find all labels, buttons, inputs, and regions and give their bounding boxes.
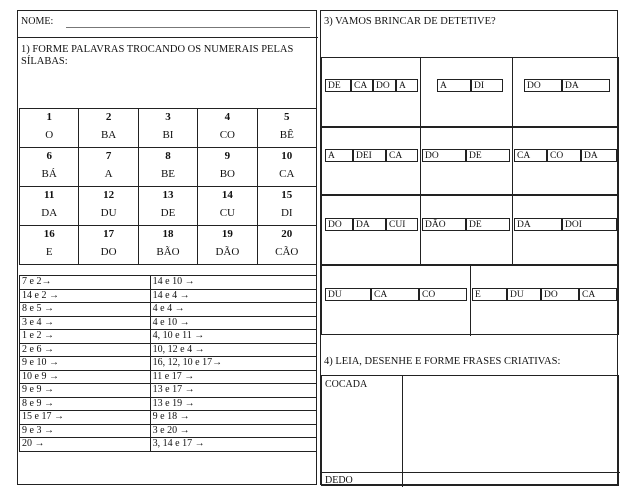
exercise-row <box>20 424 317 438</box>
chip: DO <box>524 79 562 92</box>
syllable-text: BÁ <box>41 168 57 180</box>
syllable-cell <box>138 109 197 148</box>
exercise-row <box>20 289 317 303</box>
exercise-cell[interactable]: 10, 12 e 4 → <box>150 343 316 357</box>
exercise-row <box>20 370 317 384</box>
exercise-cell[interactable]: 13 e 19 → <box>150 397 316 411</box>
exercise-cell[interactable]: 16, 12, 10 e 17→ <box>150 357 316 371</box>
syllable-text: O <box>45 129 54 141</box>
task4-instruction: 4) LEIA, DESENHE E FORME FRASES CRIATIVAS: <box>324 356 561 367</box>
syllable-cell <box>20 109 79 148</box>
exercise-cell[interactable]: 7 e 2→ <box>20 276 151 290</box>
syllable-number: 6 <box>46 150 52 162</box>
exercise-cell[interactable]: 2 e 6 → <box>20 343 151 357</box>
detective-row-3 <box>321 195 619 265</box>
chip: CO <box>419 288 467 301</box>
syllable-cell <box>79 226 138 265</box>
chip: DU <box>507 288 541 301</box>
chip: DI <box>471 79 503 92</box>
syllable-text: CU <box>219 207 235 219</box>
syllable-row <box>20 187 317 226</box>
chip: CA <box>351 79 373 92</box>
syllable-number: 12 <box>103 189 115 201</box>
syllable-cell <box>257 226 316 265</box>
chip: DA <box>514 218 562 231</box>
syllable-number: 4 <box>224 111 231 123</box>
syllable-number: 16 <box>43 228 55 240</box>
chip: CUI <box>386 218 418 231</box>
chip: DOI <box>562 218 617 231</box>
syllable-number: 15 <box>281 189 293 201</box>
syllable-text: BI <box>162 129 174 141</box>
syllable-cell <box>79 109 138 148</box>
chip: DA <box>562 79 610 92</box>
name-field[interactable] <box>66 27 310 28</box>
chip: A <box>437 79 471 92</box>
syllable-text: DO <box>100 246 117 258</box>
drawing-area <box>321 375 619 486</box>
syllable-text: DI <box>280 207 293 219</box>
syllable-number: 8 <box>165 150 171 162</box>
exercise-cell[interactable]: 14 e 2 → <box>20 289 151 303</box>
syllable-cell <box>257 187 316 226</box>
chip: CA <box>514 149 547 162</box>
exercise-row <box>20 438 317 452</box>
syllable-text: BÊ <box>279 129 294 141</box>
syllable-cell <box>257 109 316 148</box>
exercise-cell[interactable]: 3, 14 e 17 → <box>150 438 316 452</box>
syllable-number: 14 <box>221 189 233 201</box>
chip: DO <box>541 288 579 301</box>
name-row <box>18 11 318 38</box>
exercise-row <box>20 384 317 398</box>
chip: A <box>396 79 418 92</box>
syllable-number: 3 <box>165 111 171 123</box>
syllable-text: BÃO <box>156 246 180 258</box>
exercise-row <box>20 303 317 317</box>
exercise-cell[interactable]: 9 e 3 → <box>20 424 151 438</box>
exercise-cell[interactable]: 14 e 10 → <box>150 276 316 290</box>
syllable-text: A <box>104 168 113 180</box>
exercise-cell[interactable]: 10 e 9 → <box>20 370 151 384</box>
exercise-cell[interactable]: 3 e 4 → <box>20 316 151 330</box>
exercise-row <box>20 397 317 411</box>
chip: A <box>325 149 353 162</box>
syllable-text: BE <box>160 168 175 180</box>
syllable-cell <box>79 187 138 226</box>
chip: CA <box>371 288 419 301</box>
syllable-text: E <box>45 246 53 258</box>
syllable-text: DÃO <box>215 246 240 258</box>
syllable-number: 7 <box>105 150 112 162</box>
exercise-cell[interactable]: 13 e 17 → <box>150 384 316 398</box>
syllable-text: DU <box>100 207 117 219</box>
exercise-cell[interactable]: 4, 10 e 11 → <box>150 330 316 344</box>
exercise-row <box>20 330 317 344</box>
exercise-row <box>20 411 317 425</box>
syllable-number: 18 <box>162 228 174 240</box>
exercise-cell[interactable]: 14 e 4 → <box>150 289 316 303</box>
chip: CA <box>579 288 617 301</box>
exercise-cell[interactable]: 1 e 2 → <box>20 330 151 344</box>
syllable-number: 9 <box>224 150 231 162</box>
syllable-number: 10 <box>281 150 293 162</box>
exercise-cell[interactable]: 9 e 18 → <box>150 411 316 425</box>
chip: DA <box>353 218 386 231</box>
syllable-cell <box>20 187 79 226</box>
exercise-cell[interactable]: 8 e 9 → <box>20 397 151 411</box>
task3-instruction: 3) VAMOS BRINCAR DE DETETIVE? <box>324 16 496 27</box>
task1-instruction: 1) FORME PALAVRAS TROCANDO OS NUMERAIS PELAS SÍLABAS: <box>21 44 294 67</box>
syllable-text: BO <box>219 168 235 180</box>
syllable-number: 13 <box>162 189 174 201</box>
syllable-text: BA <box>100 129 117 141</box>
syllable-cell <box>138 187 197 226</box>
exercise-cell[interactable]: 4 e 4 → <box>150 303 316 317</box>
exercise-cell[interactable]: 20 → <box>20 438 151 452</box>
right-panel <box>320 10 618 485</box>
chip: E <box>472 288 507 301</box>
chip: DO <box>325 218 353 231</box>
syllable-cell <box>79 148 138 187</box>
word-cocada: COCADA <box>325 379 368 390</box>
chip: DÃO <box>422 218 466 231</box>
exercise-cell[interactable]: 15 e 17 → <box>20 411 151 425</box>
chip: DO <box>373 79 396 92</box>
syllable-cell <box>20 226 79 265</box>
chip: DE <box>466 149 510 162</box>
exercise-cell[interactable]: 4 e 10 → <box>150 316 316 330</box>
exercise-cell[interactable]: 11 e 17 → <box>150 370 316 384</box>
syllable-row <box>20 148 317 187</box>
chip: DA <box>581 149 617 162</box>
chip: DE <box>325 79 351 92</box>
chip: DEI <box>353 149 386 162</box>
draw-box[interactable] <box>403 377 619 471</box>
exercise-cell[interactable]: 9 e 9 → <box>20 384 151 398</box>
syllable-row <box>20 226 317 265</box>
syllable-cell <box>257 148 316 187</box>
syllable-number: 19 <box>221 228 233 240</box>
detective-row-2 <box>321 127 619 195</box>
detective-row-4 <box>321 265 619 335</box>
syllable-cell <box>138 148 197 187</box>
syllable-text: CO <box>219 129 235 141</box>
exercise-cell[interactable]: 9 e 10 → <box>20 357 151 371</box>
exercise-cell[interactable]: 8 e 5 → <box>20 303 151 317</box>
exercise-row <box>20 343 317 357</box>
syllable-number: 2 <box>105 111 112 123</box>
chip: DE <box>466 218 510 231</box>
chip: DU <box>325 288 371 301</box>
syllable-cell <box>198 148 257 187</box>
word-dedo: DEDO <box>325 475 353 486</box>
chip: DO <box>422 149 466 162</box>
exercise-row <box>20 357 317 371</box>
name-label: NOME: <box>21 16 54 27</box>
exercise-table <box>19 275 317 452</box>
exercise-row <box>20 316 317 330</box>
syllable-table <box>19 108 317 265</box>
syllable-text: DA <box>41 207 58 219</box>
syllable-cell <box>198 109 257 148</box>
syllable-text: CA <box>279 168 295 180</box>
syllable-cell <box>198 187 257 226</box>
syllable-number: 20 <box>281 228 293 240</box>
syllable-row <box>20 109 317 148</box>
detective-row-1 <box>321 57 619 127</box>
syllable-cell <box>198 226 257 265</box>
syllable-number: 1 <box>46 111 52 123</box>
exercise-row <box>20 276 317 290</box>
syllable-cell <box>138 226 197 265</box>
syllable-number: 11 <box>43 189 55 201</box>
exercise-cell[interactable]: 3 e 20 → <box>150 424 316 438</box>
syllable-number: 5 <box>284 111 290 123</box>
syllable-text: CÃO <box>275 246 299 258</box>
chip: CO <box>547 149 581 162</box>
syllable-text: DE <box>160 207 176 219</box>
syllable-number: 17 <box>103 228 115 240</box>
left-panel <box>17 10 317 485</box>
syllable-cell <box>20 148 79 187</box>
chip: CA <box>386 149 418 162</box>
